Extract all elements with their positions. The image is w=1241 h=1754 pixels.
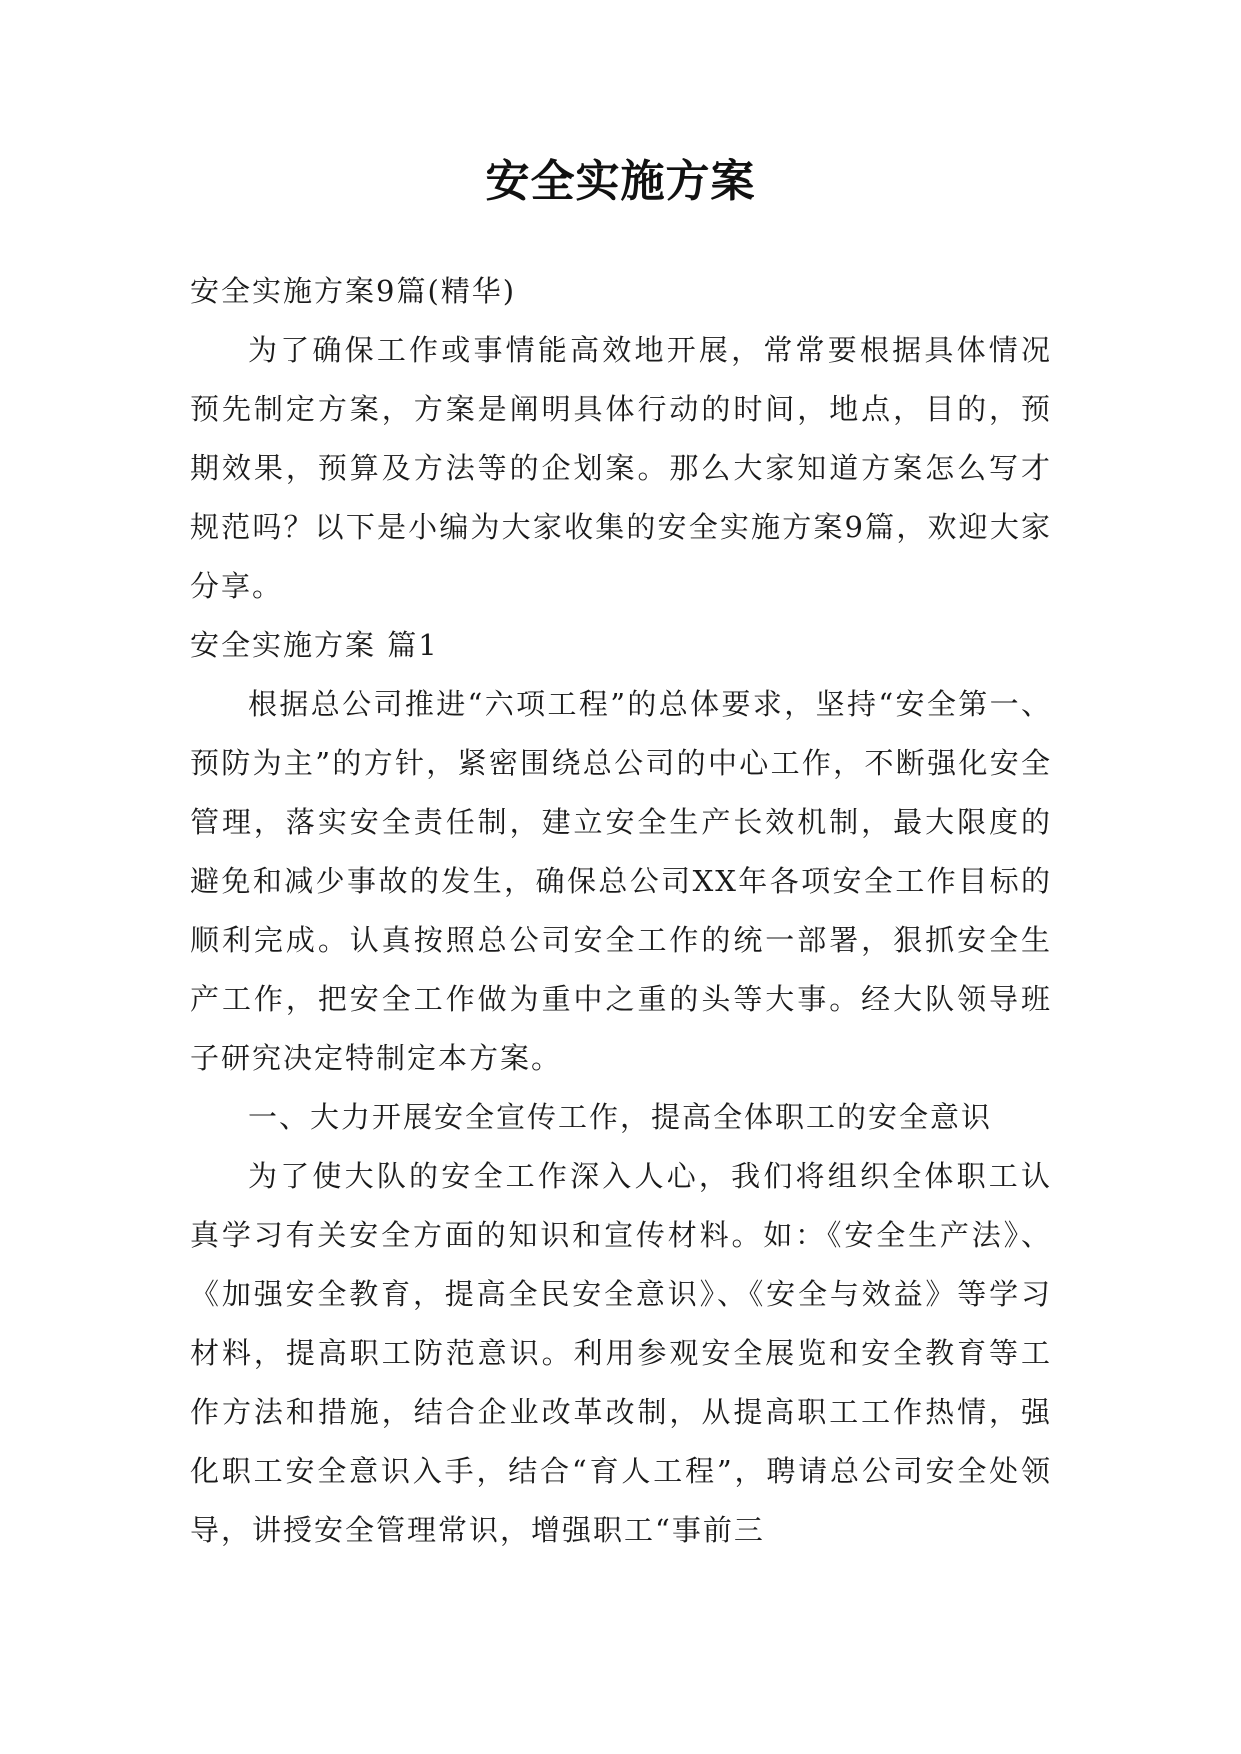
subheading-1: 一、大力开展安全宣传工作，提高全体职工的安全意识 [248, 1100, 993, 1134]
document-body [190, 262, 1052, 1560]
section-heading: 安全实施方案 篇1 [190, 628, 439, 662]
intro-paragraph: 为了确保工作或事情能高效地开展，常常要根据具体情况预先制定方案，方案是阐明具体行动的时间，地点，目的，预期效果，预算及方法等的企划案。那么大家知道方案怎么写才规范吗？以下是小编为大家收集的安全实施方案9篇，欢迎大家分享。 [190, 333, 1052, 603]
document-title: 安全实施方案 [485, 156, 756, 207]
document-subtitle: 安全实施方案9篇(精华) [190, 274, 517, 308]
body-paragraph-2: 为了使大队的安全工作深入人心，我们将组织全体职工认真学习有关安全方面的知识和宣传材料。如：《安全生产法》、《加强安全教育，提高全民安全意识》、《安全与效益》等学习材料，提高职工防范意识。利用参观安全展览和安全教育等工作方法和措施，结合企业改革改制，从提高职工工作热情，强化职工安全意识入手，结合“育人工程”，聘请总公司安全处领导，讲授安全管理常识，增强职工“事前三 [190, 1159, 1052, 1547]
body-paragraph-1: 根据总公司推进“六项工程”的总体要求，坚持“安全第一、预防为主”的方针，紧密围绕总公司的中心工作，不断强化安全管理，落实安全责任制，建立安全生产长效机制，最大限度的避免和减少事故的发生，确保总公司XX年各项安全工作目标的顺利完成。认真按照总公司安全工作的统一部署，狠抓安全生产工作，把安全工作做为重中之重的头等大事。经大队领导班子研究决定特制定本方案。 [190, 687, 1052, 1075]
